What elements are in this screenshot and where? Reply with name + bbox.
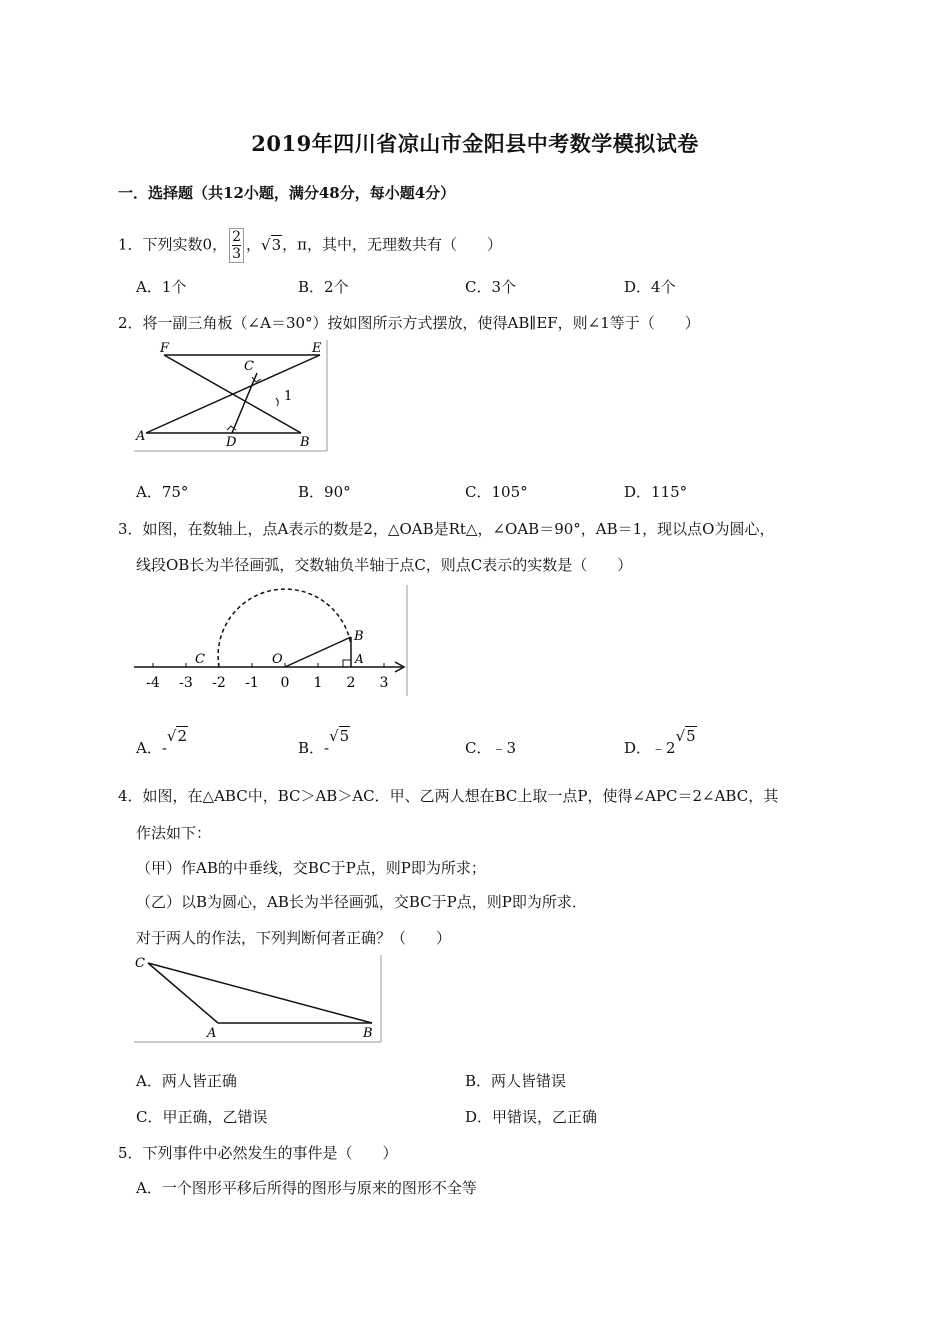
q1-option-b[interactable]: B．2个	[298, 278, 349, 296]
q4-label-c: C	[135, 956, 145, 971]
q4-option-d[interactable]: D．甲错误，乙正确	[465, 1108, 598, 1126]
q4-line-3: （甲）作AB的中垂线，交BC于P点，则P即为所求；	[136, 859, 486, 877]
q3-option-d[interactable]	[624, 725, 697, 757]
q1-sep: ，	[246, 235, 262, 254]
q3-tick-label: 0	[280, 675, 290, 691]
question-2: 2．将一副三角板（∠A＝30°）按如图所示方式摆放，使得AB∥EF，则∠1等于（ ）	[118, 314, 700, 332]
q3-option-a-prefix: A．-	[136, 739, 167, 757]
q2-label-a: A	[136, 429, 146, 444]
q2-label-f: F	[160, 341, 170, 356]
q1-sqrt	[261, 236, 282, 254]
q2-option-c[interactable]: C．105°	[465, 483, 528, 501]
q3-option-d-sqrt	[676, 727, 697, 745]
q3-label-a: A	[355, 652, 364, 666]
q3-option-b-prefix: B．-	[298, 739, 330, 757]
q4-label-b: B	[363, 1026, 373, 1041]
q2-label-c: C	[244, 359, 254, 374]
q1-suffix: ，π，其中，无理数共有（ ）	[282, 235, 503, 254]
q2-option-b[interactable]: B．90°	[298, 483, 351, 501]
q4-line-4: （乙）以B为圆心，AB长为半径画弧，交BC于P点，则P即为所求．	[136, 893, 587, 911]
q3-tick-label: 2	[346, 675, 356, 691]
q1-option-d[interactable]: D．4个	[624, 278, 676, 296]
q4-line-2: 作法如下：	[136, 824, 212, 842]
question-1	[118, 228, 502, 263]
q3-label-o: O	[272, 652, 283, 667]
q3-tick-label: -2	[212, 675, 226, 691]
q3-tick-label: 3	[379, 675, 389, 691]
q4-option-b[interactable]: B．两人皆错误	[465, 1072, 567, 1090]
q3-label-c: C	[195, 652, 205, 667]
q3-option-d-prefix: D．﹣2	[624, 739, 676, 757]
q2-label-e: E	[312, 341, 322, 356]
q3-line-1: 3．如图，在数轴上，点A表示的数是2，△OAB是Rt△，∠OAB＝90°，AB＝1，现以点O为圆心，	[118, 520, 775, 538]
q3-tick-label: -1	[245, 675, 259, 691]
q4-figure	[134, 955, 382, 1043]
sqrt-arg: 2	[177, 727, 188, 745]
sqrt-arg: 5	[339, 727, 350, 745]
page-title: 2019年四川省凉山市金阳县中考数学模拟试卷	[251, 131, 699, 156]
sqrt-arg: 5	[686, 727, 696, 745]
q2-label-d: D	[226, 435, 237, 450]
q4-option-a[interactable]: A．两人皆正确	[136, 1072, 237, 1090]
q3-line-2: 线段OB长为半径画弧，交数轴负半轴于点C，则点C表示的实数是（ ）	[136, 556, 633, 574]
q2-label-1: 1	[284, 389, 293, 404]
q4-label-a: A	[207, 1026, 217, 1041]
q2-label-b: B	[300, 435, 310, 450]
q1-frac-num: 2	[232, 229, 242, 245]
q1-option-c[interactable]: C．3个	[465, 278, 517, 296]
q3-option-c[interactable]: C．﹣3	[465, 739, 517, 757]
q5-option-a[interactable]: A．一个图形平移后所得的图形与原来的图形不全等	[136, 1179, 477, 1197]
q1-option-a[interactable]: A．1个	[136, 278, 187, 296]
sqrt-symbol: √	[166, 727, 177, 745]
q1-sqrt-arg: 3	[271, 235, 282, 254]
q2-option-d[interactable]: D．115°	[624, 483, 688, 501]
q4-line-1: 4．如图，在△ABC中，BC＞AB＞AC．甲、乙两人想在BC上取一点P，使得∠APC＝2∠ABC，其	[118, 787, 779, 805]
q3-tick-label: -3	[179, 675, 193, 691]
q3-tick-label: -4	[146, 675, 160, 691]
q1-frac-den: 3	[232, 246, 242, 262]
q1-prefix: 1．下列实数0，	[118, 235, 228, 254]
q2-figure	[134, 340, 328, 452]
q4-line-5: 对于两人的作法，下列判断何者正确？（ ）	[136, 929, 452, 947]
q3-option-b[interactable]	[298, 725, 350, 757]
q3-figure	[134, 585, 408, 697]
q3-option-b-sqrt	[329, 727, 350, 745]
q2-option-a[interactable]: A．75°	[136, 483, 189, 501]
sqrt-symbol: √	[329, 727, 339, 745]
question-5: 5．下列事件中必然发生的事件是（ ）	[118, 1144, 398, 1162]
q4-option-c[interactable]: C．甲正确，乙错误	[136, 1108, 268, 1126]
q3-tick-label: 1	[313, 675, 323, 691]
q1-fraction	[229, 228, 244, 263]
q3-label-b: B	[354, 629, 364, 644]
section-heading: 一．选择题（共12小题，满分48分，每小题4分）	[118, 184, 456, 202]
q3-option-a-sqrt	[167, 727, 188, 745]
q3-option-a[interactable]	[136, 725, 188, 757]
sqrt-symbol: √	[675, 727, 686, 745]
q1-sqrt-symbol: √	[261, 235, 271, 254]
